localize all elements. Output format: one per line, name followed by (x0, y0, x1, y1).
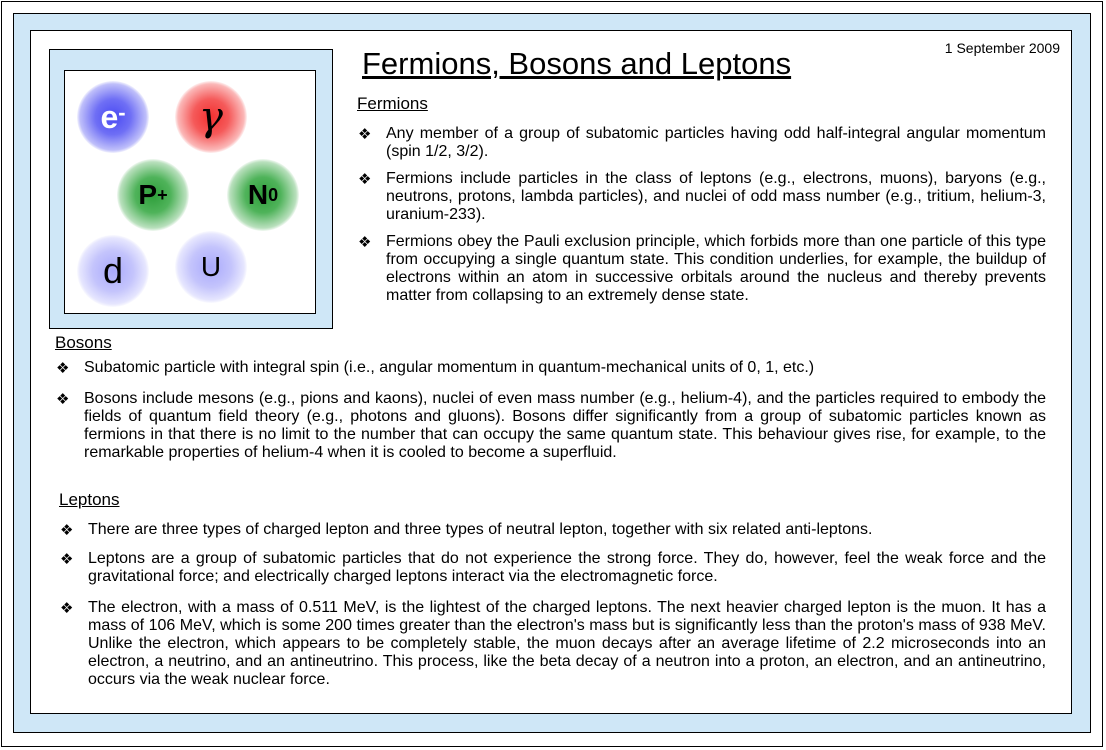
particle-figure (64, 70, 316, 314)
bullet-icon: ❖ (56, 390, 70, 408)
fermions-heading: Fermions (357, 94, 428, 113)
down-quark-particle (77, 235, 149, 307)
up-quark-label: U (200, 251, 222, 282)
bullet-icon: ❖ (358, 170, 372, 188)
bullet-icon: ❖ (60, 599, 74, 617)
bullet-icon: ❖ (358, 233, 372, 251)
photon-label: γ (199, 94, 223, 140)
list-item (56, 359, 1046, 377)
leptons-heading: Leptons (59, 490, 120, 509)
neutron-particle (227, 159, 299, 231)
photon-particle (175, 81, 247, 153)
neutron-label: N (247, 179, 269, 210)
leptons-item-text: The electron, with a mass of 0.511 MeV, is the lightest of the charged leptons. The next heavier charged lepton is the muon. It has a mass of 106 MeV, which is some 200 times greater than the electron's mass but is significantly less than the proton's mass of 938 MeV. Unlike the electron, which appears to be completely stable, the muon decays after an average lifetime of 2.2 microseconds into an electron, a neutrino, and an antineutrino. This process, like the beta decay of a neutron into a proton, an electron, and an antineutrino, occurs via the weak nuclear force. (88, 599, 1046, 688)
list-item (56, 390, 1046, 462)
neutron-sup: 0 (268, 184, 279, 205)
leptons-item-text: Leptons are a group of subatomic particles that do not experience the strong force. They do, however, feel the weak force and the gravitational force; and electrically charged leptons interact via the electromagnetic force. (88, 550, 1046, 585)
date-label: 1 September 2009 (944, 40, 1060, 56)
electron-label: e (100, 98, 119, 135)
list-item (358, 125, 1046, 161)
page-title: Fermions, Bosons and Leptons (362, 46, 792, 81)
down-quark-label: d (102, 250, 124, 291)
bosons-item-text: Subatomic particle with integral spin (i.e., angular momentum in quantum-mechanical units of 0, 1, etc.) (84, 359, 815, 376)
list-item (60, 550, 1046, 586)
electron-particle (77, 81, 149, 153)
list-item (358, 170, 1046, 224)
list-item (358, 233, 1046, 305)
bosons-heading: Bosons (55, 333, 112, 352)
fermions-item-text: Fermions include particles in the class of leptons (e.g., electrons, muons), baryons (e.g., neutrons, protons, lambda particles), and nuclei of odd mass number (e.g., tritium, helium-3, uranium-233). (386, 170, 1046, 223)
fermions-list (358, 125, 1046, 305)
bosons-item-text: Bosons include mesons (e.g., pions and kaons), nuclei of even mass number (e.g., helium-4), and the particles required to embody the fields of quantum field theory (e.g., photons and gluons). Bosons differ significantly from a group of subatomic particles known as fermions in that there is no limit to the number that can occupy the same quantum state. This behaviour gives rise, for example, to the remarkable properties of helium-4 when it is cooled to become a superfluid. (84, 390, 1046, 461)
proton-particle (117, 159, 189, 231)
proton-label: P (138, 179, 158, 210)
proton-sup: + (157, 184, 168, 205)
fermions-item-text: Fermions obey the Pauli exclusion principle, which forbids more than one particle of this type from occupying a single quantum state. This condition underlies, for example, the buildup of electrons within an atom in successive orbitals around the nucleus and thereby prevents matter from collapsing to an extremely dense state. (386, 233, 1046, 304)
bosons-list (56, 359, 1046, 462)
leptons-list (60, 521, 1046, 689)
list-item (60, 599, 1046, 689)
bullet-icon: ❖ (60, 521, 74, 539)
electron-sup: - (118, 100, 126, 125)
up-quark-particle (175, 231, 247, 303)
fermions-item-text: Any member of a group of subatomic particles having odd half-integral angular momentum (spin 1/2, 3/2). (386, 125, 1046, 160)
list-item (60, 521, 1046, 539)
bullet-icon: ❖ (56, 359, 70, 377)
bullet-icon: ❖ (60, 550, 74, 568)
bullet-icon: ❖ (358, 125, 372, 143)
leptons-item-text: There are three types of charged lepton and three types of neutral lepton, together with six related anti-leptons. (88, 521, 873, 538)
